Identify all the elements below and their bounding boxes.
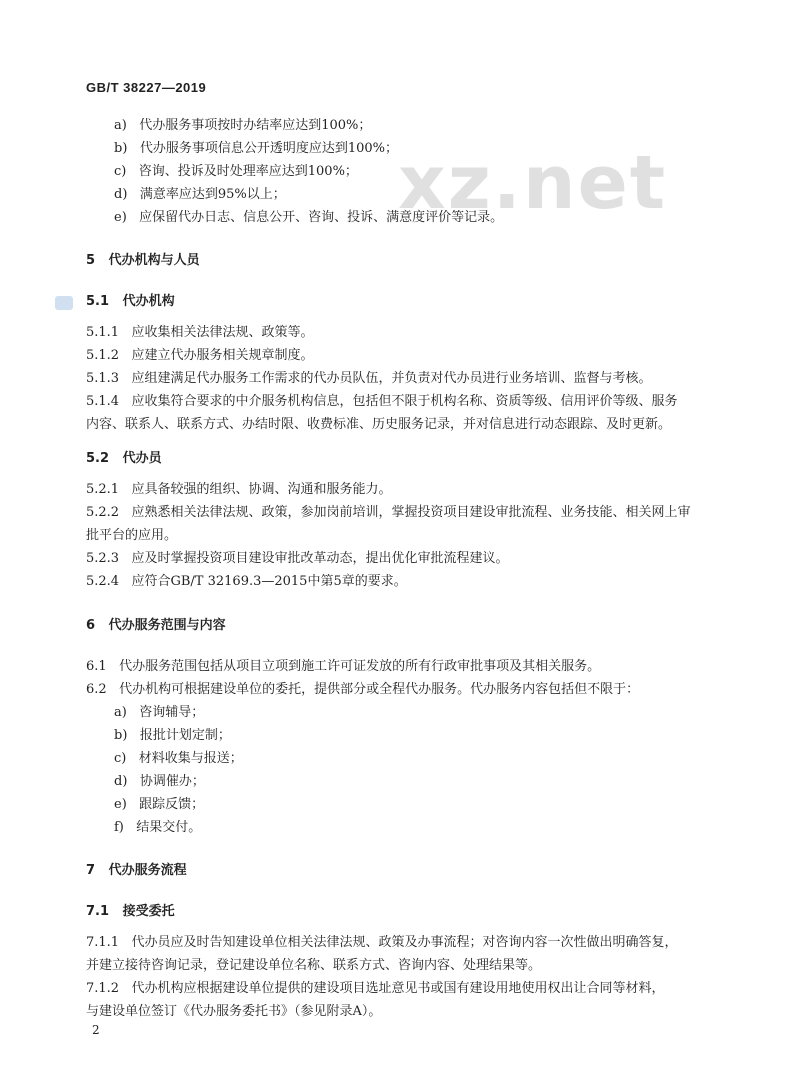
list-item — [114, 117, 371, 135]
clause-continuation: 批平台的应用。 — [86, 528, 178, 543]
clause: 6.1 代办服务范围包括从项目立项到施工许可证发放的所有行政审批事项及其相关服务。 — [86, 659, 601, 674]
clause: 5.2.1 应具备较强的组织、协调、沟通和服务能力。 — [86, 482, 392, 497]
clause-continuation: 与建设单位签订《代办服务委托书》（参见附录A）。 — [86, 1004, 382, 1019]
list-label: a) — [114, 118, 127, 133]
list-text: 咨询、投诉及时处理率应达到100%； — [138, 164, 358, 179]
subsection-heading: 5.2 代办员 — [86, 451, 162, 466]
list-item — [114, 209, 503, 227]
list-text: 代办服务事项信息公开透明度应达到100%； — [139, 141, 398, 156]
clause: 6.2 代办机构可根据建设单位的委托，提供部分或全程代办服务。代办服务内容包括但不限于： — [86, 682, 640, 697]
clause-continuation: 并建立接待咨询记录，登记建设单位名称、联系方式、咨询内容、处理结果等。 — [86, 958, 542, 973]
page-number: 2 — [92, 1023, 100, 1037]
subsection-heading: 7.1 接受委托 — [86, 904, 175, 919]
list-item: e) 跟踪反馈； — [114, 797, 205, 812]
list-text: 代办服务事项按时办结率应达到100%； — [139, 118, 372, 133]
list-item — [114, 163, 358, 181]
list-text: 满意率应达到95%以上； — [139, 187, 286, 202]
clause: 5.1.3 应组建满足代办服务工作需求的代办员队伍，并负责对代办员进行业务培训、监督与考核。 — [86, 371, 652, 386]
clause: 5.2.3 应及时掌握投资项目建设审批改革动态，提出优化审批流程建议。 — [86, 551, 509, 566]
clause: 5.1.1 应收集相关法律法规、政策等。 — [86, 325, 314, 340]
clause: 7.1.1 代办员应及时告知建设单位相关法律法规、政策及办事流程；对咨询内容一次性做出明确答复， — [86, 935, 678, 950]
list-item: d) 协调催办； — [114, 774, 205, 789]
section-heading: 6 代办服务范围与内容 — [86, 618, 226, 633]
section-heading: 7 代办服务流程 — [86, 863, 187, 878]
watermark: xz.net — [398, 140, 668, 226]
list-item: b) 报批计划定制； — [114, 728, 231, 743]
subsection-heading: 5.1 代办机构 — [86, 294, 175, 309]
clause: 5.1.2 应建立代办服务相关规章制度。 — [86, 348, 314, 363]
list-label: c) — [114, 164, 127, 179]
list-item: a) 咨询辅导； — [114, 705, 205, 720]
list-text: 应保留代办日志、信息公开、咨询、投诉、满意度评价等记录。 — [139, 210, 504, 225]
clause: 5.2.4 应符合GB/T 32169.3—2015中第5章的要求。 — [86, 574, 407, 589]
list-label: d) — [114, 187, 128, 202]
clause: 5.1.4 应收集符合要求的中介服务机构信息，包括但不限于机构名称、资质等级、信用评价等级、服务 — [86, 394, 678, 409]
document-code-header: GB/T 38227—2019 — [86, 80, 207, 95]
clause-continuation: 内容、联系人、联系方式、办结时限、收费标准、历史服务记录，并对信息进行动态跟踪、及时更新。 — [86, 417, 672, 432]
clause: 7.1.2 代办机构应根据建设单位提供的建设项目选址意见书或国有建设用地使用权出让合同等材料， — [86, 981, 665, 996]
list-label: b) — [114, 141, 128, 156]
list-item: c) 材料收集与报送； — [114, 751, 243, 766]
clause: 5.2.2 应熟悉相关法律法规、政策，参加岗前培训，掌握投资项目建设审批流程、业务技能、相关网上审 — [86, 505, 691, 520]
section-heading: 5 代办机构与人员 — [86, 253, 200, 268]
list-item — [114, 140, 398, 158]
list-item — [114, 186, 286, 204]
list-item: f) 结果交付。 — [114, 820, 202, 835]
watermark-logo-icon — [55, 296, 73, 310]
list-label: e) — [114, 210, 127, 225]
